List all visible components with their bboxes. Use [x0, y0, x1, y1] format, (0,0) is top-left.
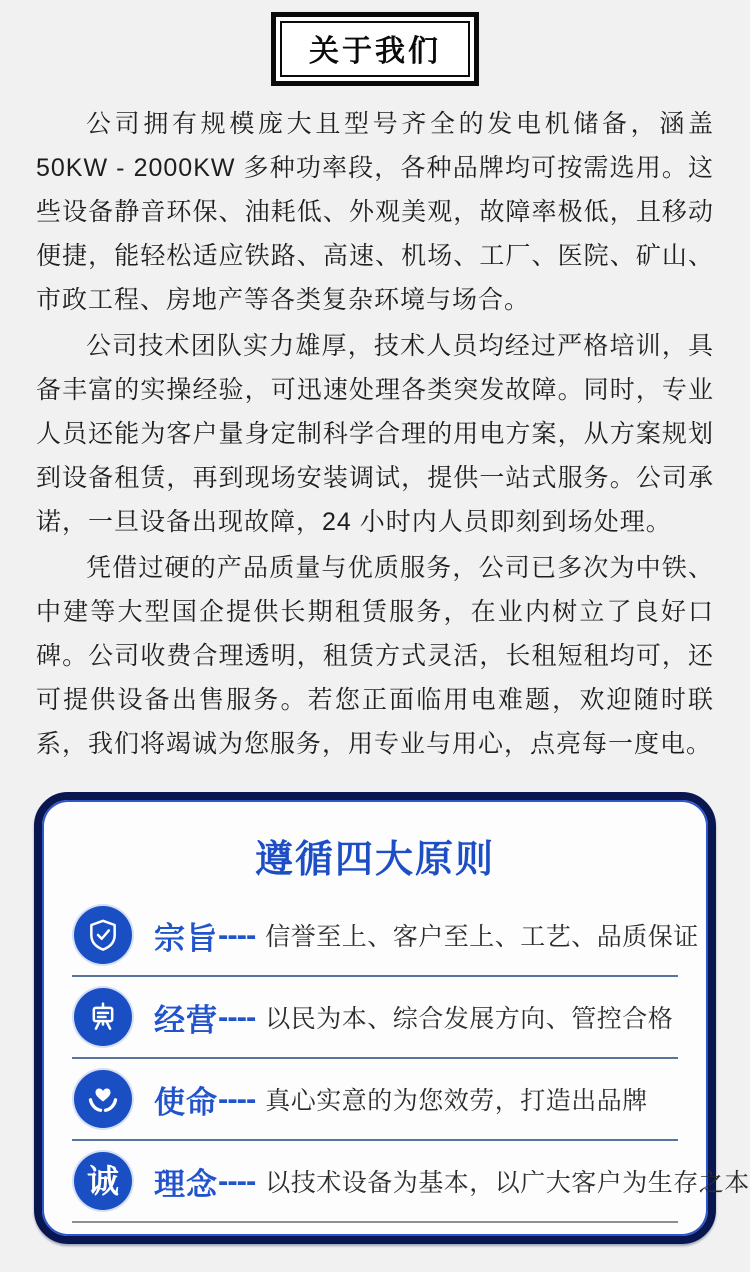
page-title: 关于我们 [309, 35, 441, 68]
cheng-character-icon [74, 1152, 132, 1210]
about-title-inner-border [280, 21, 470, 77]
about-title-box [271, 12, 479, 86]
principle-desc: 真心实意的为您效劳，打造出品牌 [265, 1087, 648, 1115]
about-paragraph-3: 凭借过硬的产品质量与优质服务，公司已多次为中铁、中建等大型国企提供长期租赁服务，在业内树立了良好口碑。公司收费合理透明，租赁方式灵活，长租短租均可，还可提供设备出售服务。若您正面临用电难题，欢迎随时联系，我们将竭诚为您服务，用专业与用心，点亮每一度电。 [36, 554, 714, 758]
principle-desc: 以民为本、综合发展方向、管控合格 [265, 1005, 674, 1033]
principle-desc: 以技术设备为基本，以广大客户为生存之本 [265, 1169, 750, 1197]
page [0, 12, 750, 1244]
principle-row-shiming [68, 1061, 682, 1137]
principle-label: 理念 [154, 1166, 218, 1202]
row-divider-last [72, 1221, 678, 1223]
principle-row-linian [68, 1143, 750, 1219]
principle-label: 经营 [154, 1002, 218, 1038]
principle-dashes: ---- [218, 1081, 256, 1116]
presentation-board-icon [74, 988, 132, 1046]
about-paragraph-1: 公司拥有规模庞大且型号齐全的发电机储备，涵盖50KW - 2000KW 多种功率段，各种品牌均可按需选用。这些设备静音环保、油耗低、外观美观，故障率极低，且移动便捷，能轻松适应铁路、高速、机场、工厂、医院、矿山、市政工程、房地产等各类复杂环境与场合。 [36, 110, 714, 314]
hands-heart-icon [74, 1070, 132, 1128]
principle-row-zongzhi [68, 897, 699, 973]
shield-check-icon [74, 906, 132, 964]
principles-panel [34, 792, 750, 1244]
principle-row-jingying [68, 979, 682, 1055]
row-divider [72, 975, 678, 977]
about-text [36, 102, 714, 766]
principle-label: 宗旨 [154, 920, 218, 956]
row-divider [72, 1057, 678, 1059]
row-divider [72, 1139, 678, 1141]
principle-label: 使命 [154, 1084, 218, 1120]
cheng-character-glyph: 诚 [86, 1163, 119, 1199]
principles-heading: 遵循四大原则 [254, 839, 495, 881]
principle-dashes: ---- [218, 1163, 256, 1198]
principle-dashes: ---- [218, 917, 256, 952]
principle-desc: 信誉至上、客户至上、工艺、品质保证 [265, 923, 699, 951]
about-paragraph-2: 公司技术团队实力雄厚，技术人员均经过严格培训，具备丰富的实操经验，可迅速处理各类突发故障。同时，专业人员还能为客户量身定制科学合理的用电方案，从方案规划到设备租赁，再到现场安装调试，提供一站式服务。公司承诺，一旦设备出现故障，24 小时内人员即刻到场处理。 [36, 332, 714, 536]
principle-dashes: ---- [218, 999, 256, 1034]
